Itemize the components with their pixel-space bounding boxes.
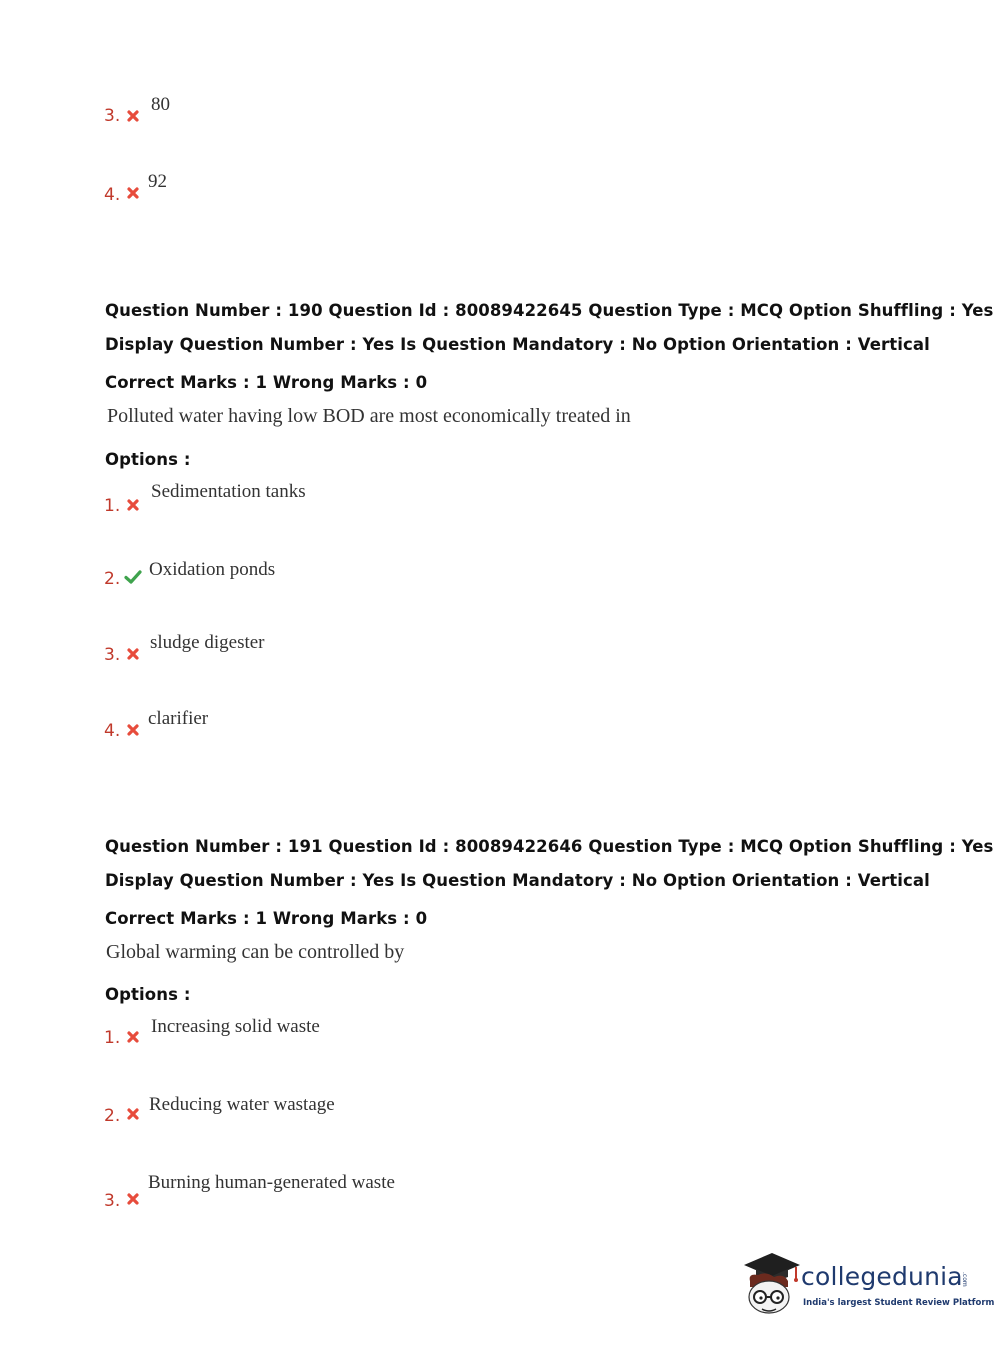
- cross-icon: [125, 1191, 141, 1207]
- option-text: clarifier: [148, 708, 209, 729]
- question-marks: Correct Marks : 1 Wrong Marks : 0: [105, 373, 428, 392]
- option-number: 1.: [104, 1028, 121, 1048]
- cross-icon: [125, 646, 141, 662]
- cross-icon: [125, 108, 141, 124]
- option-number: 4.: [104, 721, 121, 741]
- option-text: 92: [148, 171, 167, 192]
- option-number: 1.: [104, 496, 121, 516]
- option-text: sludge digester: [150, 632, 265, 653]
- question-meta-line1: Question Number : 191 Question Id : 80089422646 Question Type : MCQ Option Shuffling : Yes: [105, 837, 994, 856]
- question-text: Polluted water having low BOD are most economically treated in: [107, 405, 631, 427]
- student-mascot-icon: [740, 1247, 802, 1319]
- option-text: Sedimentation tanks: [151, 481, 306, 502]
- logo-tagline: India's largest Student Review Platform: [803, 1298, 995, 1308]
- cross-icon: [125, 185, 141, 201]
- cross-icon: [125, 1106, 141, 1122]
- question-meta-line2: Display Question Number : Yes Is Question Mandatory : No Option Orientation : Vertical: [105, 871, 930, 890]
- option-number: 2.: [104, 1106, 121, 1126]
- options-label: Options :: [105, 450, 191, 469]
- option-number: 3.: [104, 1191, 121, 1211]
- checkmark-icon: [123, 569, 143, 585]
- option-text: Oxidation ponds: [149, 559, 276, 580]
- option-number: 4.: [104, 185, 121, 205]
- option-text: Reducing water wastage: [149, 1094, 335, 1115]
- options-label: Options :: [105, 985, 191, 1004]
- logo-dotcom: .com: [961, 1272, 968, 1287]
- question-marks: Correct Marks : 1 Wrong Marks : 0: [105, 909, 428, 928]
- question-text: Global warming can be controlled by: [106, 941, 405, 963]
- cross-icon: [125, 497, 141, 513]
- option-text: Increasing solid waste: [151, 1016, 320, 1037]
- option-number: 2.: [104, 569, 121, 589]
- option-text: Burning human-generated waste: [148, 1172, 395, 1193]
- option-text: 80: [151, 94, 170, 115]
- logo-wordmark: collegedunia: [801, 1262, 963, 1291]
- option-number: 3.: [104, 106, 121, 126]
- question-meta-line1: Question Number : 190 Question Id : 80089422645 Question Type : MCQ Option Shuffling : Yes: [105, 301, 994, 320]
- cross-icon: [125, 1029, 141, 1045]
- cross-icon: [125, 722, 141, 738]
- option-number: 3.: [104, 645, 121, 665]
- question-meta-line2: Display Question Number : Yes Is Question Mandatory : No Option Orientation : Vertical: [105, 335, 930, 354]
